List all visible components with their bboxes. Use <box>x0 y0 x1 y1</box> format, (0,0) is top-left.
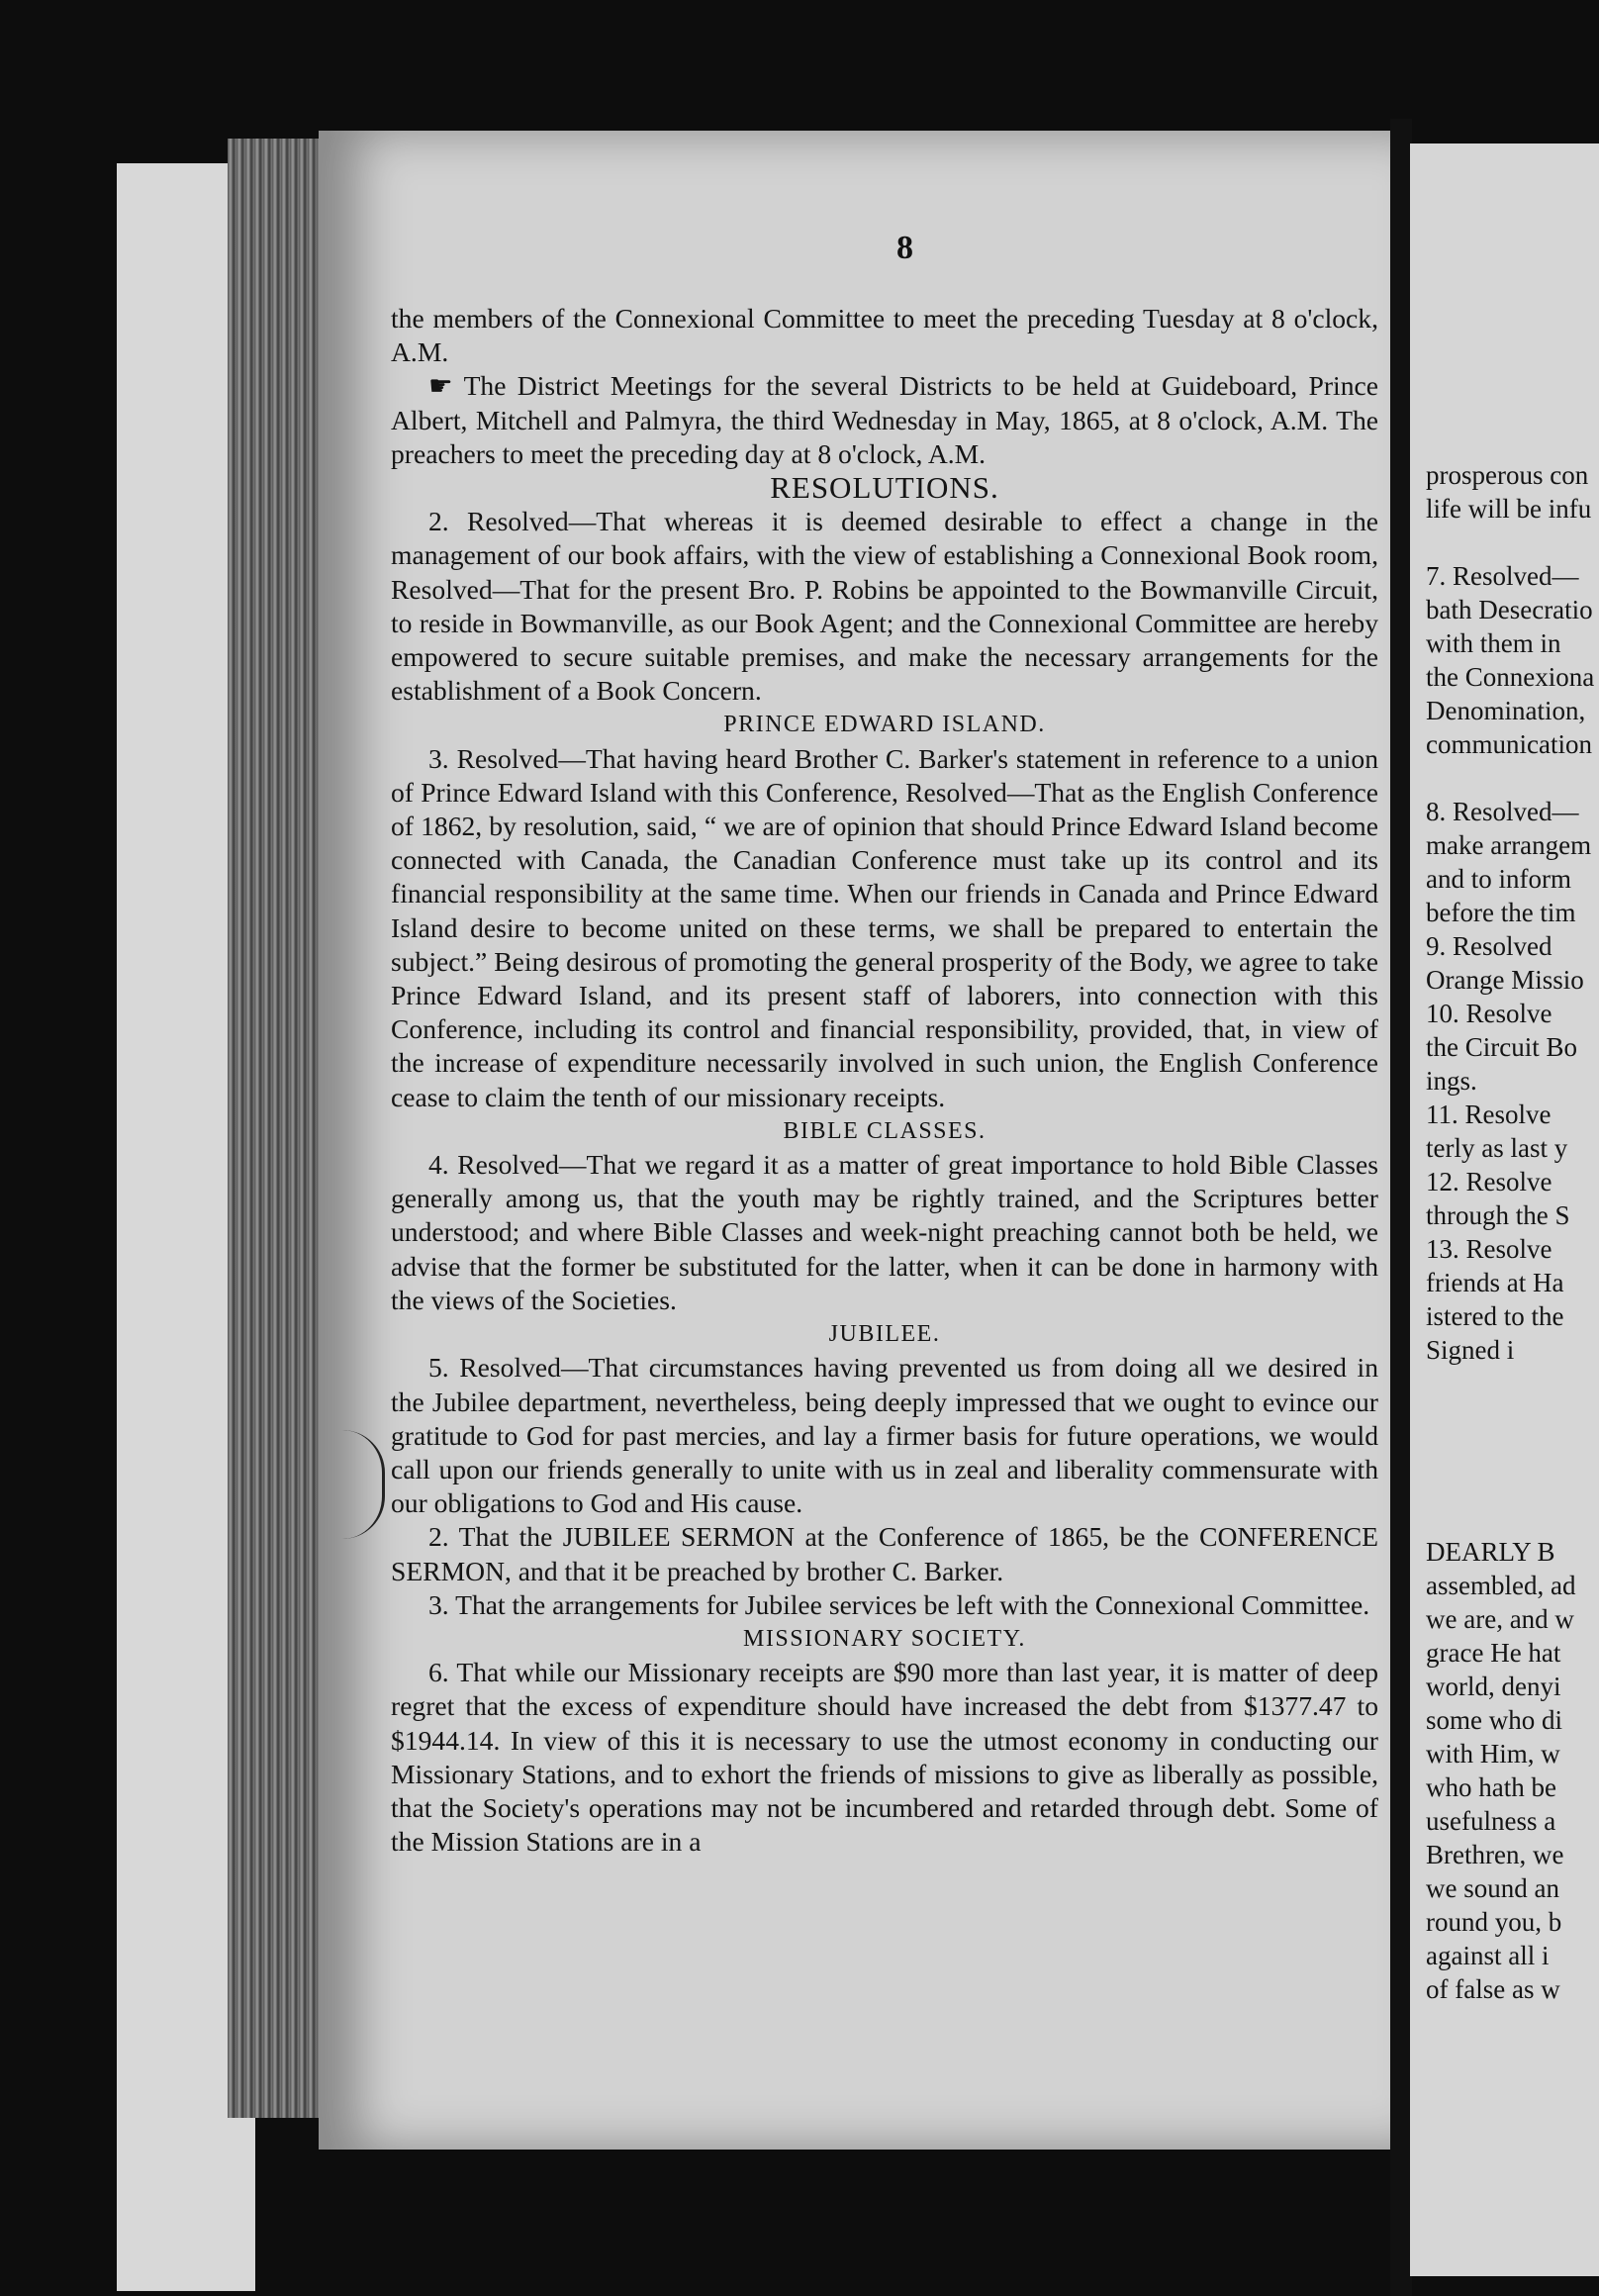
right-page-line <box>1426 1468 1599 1501</box>
right-page-line: make arrangem <box>1426 830 1592 860</box>
right-book-page <box>1410 144 1599 2276</box>
right-page-line: Denomination, <box>1426 696 1586 725</box>
right-page-line <box>1426 1400 1599 1434</box>
right-page-line: we are, and w <box>1426 1604 1574 1634</box>
right-page-line <box>1426 1434 1599 1468</box>
right-page-line: round you, b <box>1426 1907 1562 1937</box>
right-page-line: prosperous con <box>1426 460 1589 490</box>
right-page-line: bath Desecratio <box>1426 595 1593 624</box>
page-body <box>391 302 1378 1859</box>
paragraph-committee-meeting: the members of the Connexional Committee to meet the preceding Tuesday at 8 o'clock, A.M. <box>391 303 1378 368</box>
right-page-line: some who di <box>1426 1705 1562 1735</box>
right-page-line: with them in <box>1426 628 1561 658</box>
paragraph-resolution-4: 4. Resolved—That we regard it as a matter of great importance to hold Bible Classes generally among us, that the youth may be rightly trained, and the Scriptures better understood; and where Bible Classes and week-night preaching cannot both be held, we advise that the former be substituted for the latter, when it can be done in harmony with the views of the Societies. <box>391 1149 1378 1315</box>
right-page-line: through the S <box>1426 1200 1570 1230</box>
paragraph-resolution-5-item-2: 2. That the JUBILEE SERMON at the Conference of 1865, be the CONFERENCE SERMON, and that it be preached by brother C. Barker. <box>391 1521 1378 1586</box>
right-page-line: 11. Resolve <box>1426 1100 1552 1129</box>
right-page-line <box>1426 761 1599 795</box>
right-page-line: DEARLY B <box>1426 1537 1555 1567</box>
right-page-text <box>1426 458 1599 2006</box>
heading-resolutions: RESOLUTIONS. <box>770 470 999 506</box>
right-page-line: friends at Ha <box>1426 1268 1564 1297</box>
right-page-line <box>1426 1501 1599 1535</box>
paragraph-district-meetings: ☛ The District Meetings for the several Districts to be held at Guideboard, Prince Albert, Mitchell and Palmyra, the third Wednesday in May, 1865, at 8 o'clock, A.M. The preachers to meet the preceding day at 8 o'clock, A.M. <box>391 370 1378 469</box>
right-page-line: usefulness a <box>1426 1806 1556 1836</box>
right-page-line <box>1426 526 1599 559</box>
paragraph-resolution-5: 5. Resolved—That circumstances having prevented us from doing all we desired in the Jubilee department, nevertheless, being deeply impressed that we ought to evince our gratitude to God for past mercies, and lay a firmer basis for future operations, we would call upon our friends generally to unite with us in zeal and liberality commensurate with our obligations to God and His cause. <box>391 1352 1378 1519</box>
right-page-line: we sound an <box>1426 1873 1559 1903</box>
right-page-line: against all i <box>1426 1941 1550 1970</box>
right-page-line: 8. Resolved— <box>1426 797 1579 826</box>
right-page-line: grace He hat <box>1426 1638 1561 1668</box>
right-page-line: Orange Missio <box>1426 965 1584 995</box>
page-number: 8 <box>896 230 913 266</box>
right-page-line: world, denyi <box>1426 1672 1561 1701</box>
right-page-line: who hath be <box>1426 1772 1556 1802</box>
paragraph-resolution-6: 6. That while our Missionary receipts are $90 more than last year, it is matter of deep regret that the excess of expenditure should have increased the debt from $1377.47 to $1944.14. In view of this it is necessary to use the utmost economy in conducting our Missionary Stations, and to exhort the friends of missions to give as liberally as possible, that the Society's operations may not be incumbered and retarded through debt. Some of the Mission Stations are in a <box>391 1657 1378 1858</box>
right-page-line <box>1426 1367 1599 1400</box>
paragraph-resolution-2: 2. Resolved—That whereas it is deemed desirable to effect a change in the management of our book affairs, with the view of establishing a Connexional Book room, Resolved—That for the present Bro. P. Robins be appointed to the Bowmanville Circuit, to reside in Bowmanville, as our Book Agent; and the Connexional Committee are hereby empowered to secure suitable premises, and make the necessary arrangements for the establishment of a Book Concern. <box>391 506 1378 707</box>
right-page-line: Brethren, we <box>1426 1840 1564 1869</box>
right-page-line: terly as last y <box>1426 1133 1568 1163</box>
right-page-line: and to inform <box>1426 864 1571 894</box>
heading-prince-edward-island: PRINCE EDWARD ISLAND. <box>723 712 1046 738</box>
right-page-line: 10. Resolve <box>1426 999 1552 1028</box>
heading-bible-classes: BIBLE CLASSES. <box>783 1117 987 1144</box>
right-page-line: communication <box>1426 729 1592 759</box>
right-page-line: life will be infu <box>1426 494 1592 524</box>
right-page-line: 7. Resolved— <box>1426 561 1579 591</box>
right-page-line: ings. <box>1426 1066 1477 1096</box>
right-page-line: with Him, w <box>1426 1739 1560 1769</box>
book-gutter <box>1390 119 1412 2296</box>
right-page-line: assembled, ad <box>1426 1571 1576 1600</box>
right-page-line: 12. Resolve <box>1426 1167 1552 1196</box>
right-page-line: before the tim <box>1426 898 1576 927</box>
heading-jubilee: JUBILEE. <box>828 1321 941 1348</box>
right-page-line: istered to the <box>1426 1301 1564 1331</box>
right-page-line: 9. Resolved <box>1426 931 1552 961</box>
paragraph-resolution-5-item-3: 3. That the arrangements for Jubilee services be left with the Connexional Committee. <box>428 1588 1370 1620</box>
right-page-line: Signed i <box>1426 1335 1515 1365</box>
right-page-line: 13. Resolve <box>1426 1234 1552 1264</box>
heading-missionary-society: MISSIONARY SOCIETY. <box>743 1625 1026 1652</box>
paragraph-resolution-3: 3. Resolved—That having heard Brother C. Barker's statement in reference to a union of Prince Edward Island with this Conference, Resolved—That as the English Conference of 1862, by resolution, said, “ we are of opinion that should Prince Edward Island become connected with Canada, the Canadian Conference must take up its control and its financial responsibility at the same time. When our friends in Canada and Prince Edward Island desire to become united on these terms, we shall be prepared to entertain the subject.” Being desirous of promoting the general prosperity of the Body, we agree to take Prince Edward Island, and its present staff of laborers, into connection with this Conference, including its control and financial responsibility, provided, that, in view of the increase of expenditure necessarily involved in such union, the English Conference cease to claim the tenth of our missionary receipts. <box>391 742 1378 1112</box>
right-page-line: of false as w <box>1426 1974 1560 2004</box>
right-page-line: the Circuit Bo <box>1426 1032 1577 1062</box>
right-page-line: the Connexiona <box>1426 662 1595 692</box>
